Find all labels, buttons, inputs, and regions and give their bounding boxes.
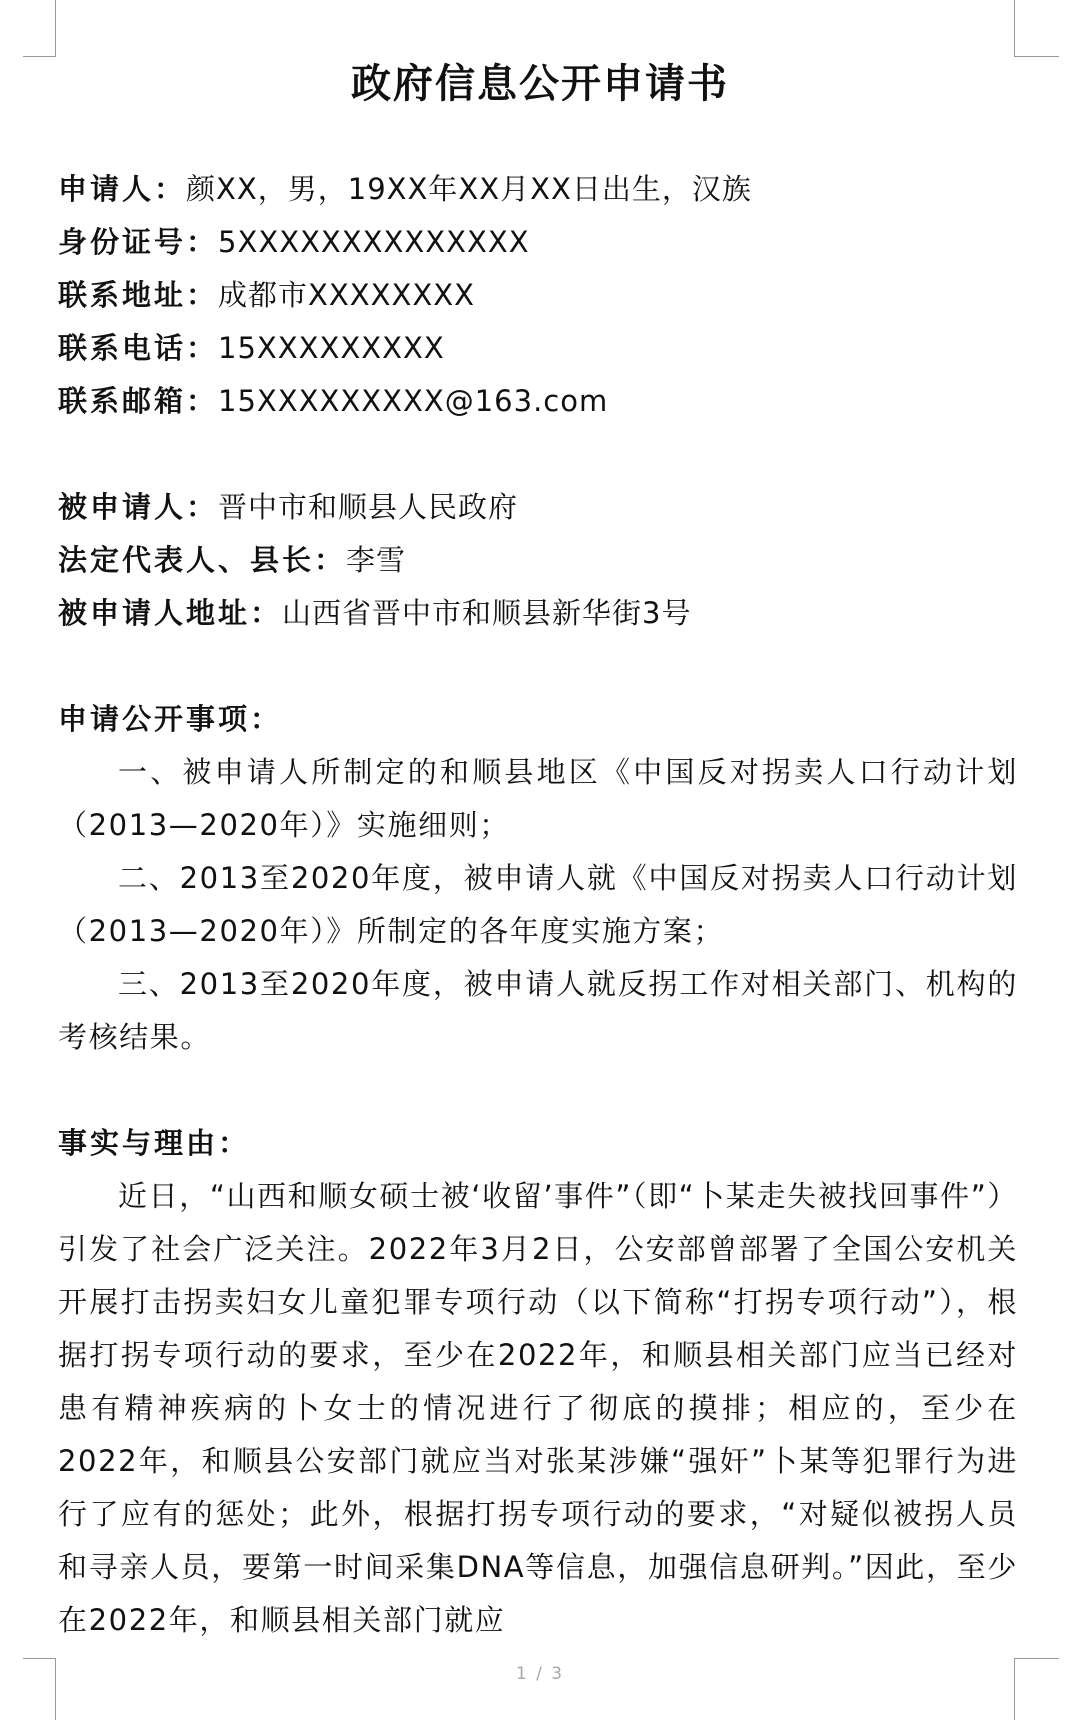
respondent-rep-value: 李雪 [346,543,407,577]
request-item-2: 二、2013至2020年度，被申请人就《中国反对拐卖人口行动计划（2013—2020年）》所制定的各年度实施方案； [58,861,1018,948]
request-heading: 申请公开事项： [58,702,283,736]
applicant-phone-label: 联系电话： [58,331,219,365]
respondent-rep-label: 法定代表人、县长： [58,543,347,577]
respondent-address-value: 山西省晋中市和顺县新华街3号 [282,596,692,630]
respondent-name-value: 晋中市和顺县人民政府 [218,490,519,524]
applicant-phone-line [58,322,1018,375]
respondent-name-label: 被申请人： [58,490,219,524]
applicant-address-line [58,269,1018,322]
respondent-rep-line [58,534,1018,587]
page-indicator: 1 / 3 [515,1664,565,1684]
applicant-name-label: 申请人： [58,172,187,206]
applicant-address-value: 成都市XXXXXXXX [218,278,475,312]
blank-line [58,640,1018,693]
request-item-1: 一、被申请人所制定的和顺县地区《中国反对拐卖人口行动计划（2013—2020年）》实施细则； [58,755,1018,842]
applicant-name-line [58,163,1018,216]
applicant-email-line [58,375,1018,428]
respondent-name-line [58,481,1018,534]
applicant-address-label: 联系地址： [58,278,219,312]
facts-heading-line [58,1117,1018,1170]
respondent-address-label: 被申请人地址： [58,596,283,630]
request-item-3: 三、2013至2020年度，被申请人就反拐工作对相关部门、机构的考核结果。 [58,967,1018,1054]
applicant-name-value: 颜XX，男，19XX年XX月XX日出生，汉族 [186,172,752,206]
document-title: 政府信息公开申请书 [351,61,729,107]
crop-mark-top-right [1014,0,1059,57]
facts-heading: 事实与理由： [58,1126,251,1160]
facts-paragraph: 近日，“山西和顺女硕士被‘收留’事件”（即“卜某走失被找回事件”）引发了社会广泛关注。2022年3月2日，公安部曾部署了全国公安机关开展打击拐卖妇女儿童犯罪专项行动（以下简称“打拐专项行动”），根据打拐专项行动的要求，至少在2022年，和顺县相关部门应当已经对患有精神疾病的卜女士的情况进行了彻底的摸排；相应的，至少在2022年，和顺县公安部门就应当对张某涉嫌“强奸”卜某等犯罪行为进行了应有的惩处；此外，根据打拐专项行动的要求，“对疑似被拐人员和寻亲人员，要第一时间采集DNA等信息，加强信息研判。”因此，至少在2022年，和顺县相关部门就应 [58,1179,1018,1637]
applicant-id-value: 5XXXXXXXXXXXXXX [218,225,530,259]
crop-mark-top-left [23,0,56,57]
blank-line [58,1064,1018,1117]
applicant-id-line [58,216,1018,269]
blank-line [58,428,1018,481]
applicant-id-label: 身份证号： [58,225,219,259]
applicant-email-label: 联系邮箱： [58,384,219,418]
document-body [58,163,1018,1647]
applicant-phone-value: 15XXXXXXXXX [218,331,445,365]
respondent-address-line [58,587,1018,640]
applicant-email-value: 15XXXXXXXXX@163.com [218,384,609,418]
request-heading-line [58,693,1018,746]
